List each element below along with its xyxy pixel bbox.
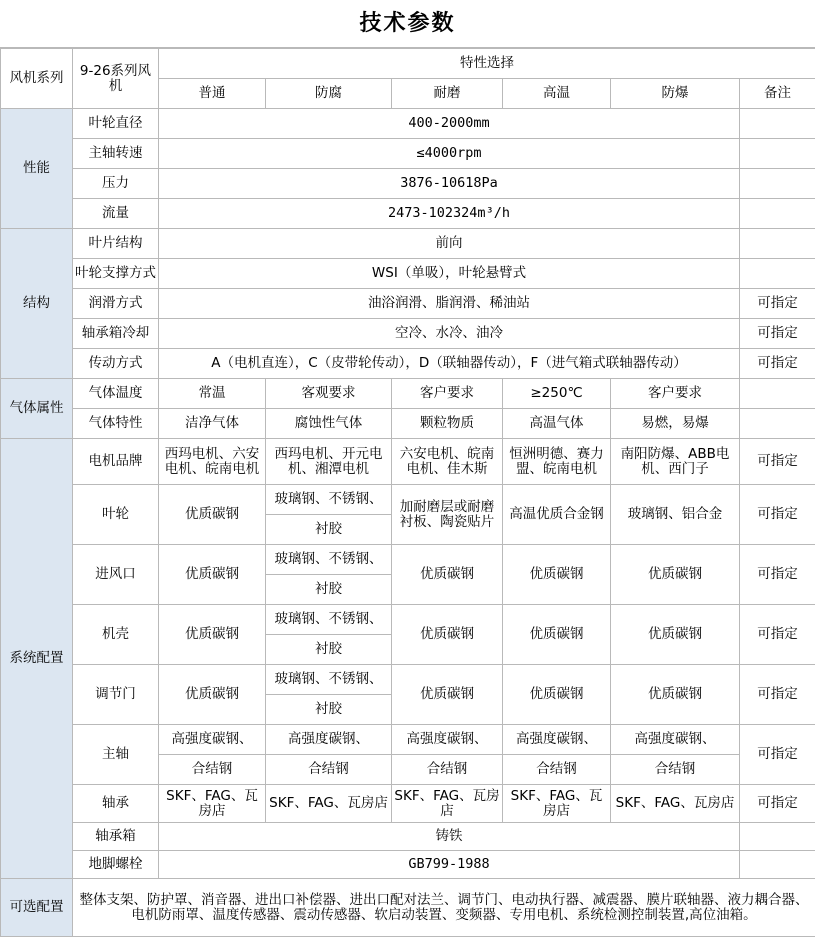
remark-cell <box>740 109 815 139</box>
cell: 洁净气体 <box>159 409 266 439</box>
row-value: 铸铁 <box>159 823 740 851</box>
cell: 恒洲明德、赛力盟、皖南电机 <box>503 439 611 485</box>
cell: 优质碳钢 <box>159 545 266 605</box>
row-label: 地脚螺栓 <box>73 851 159 879</box>
cell: 优质碳钢 <box>392 605 503 665</box>
row-label: 进风口 <box>73 545 159 605</box>
row-label: 叶轮支撑方式 <box>73 259 159 289</box>
row-label: 调节门 <box>73 665 159 725</box>
row-label: 轴承 <box>73 785 159 823</box>
cell: 玻璃钢、不锈钢、 <box>266 485 392 515</box>
cell: SKF、FAG、瓦房店 <box>611 785 740 823</box>
row-label: 机壳 <box>73 605 159 665</box>
cell: 合结钢 <box>503 755 611 785</box>
remark-cell: 可指定 <box>740 545 815 605</box>
cell: 客户要求 <box>611 379 740 409</box>
remark-cell: 可指定 <box>740 319 815 349</box>
cell: 玻璃钢、不锈钢、 <box>266 545 392 575</box>
cell: 优质碳钢 <box>392 665 503 725</box>
cell: 高强度碳钢、 <box>611 725 740 755</box>
row-label: 主轴 <box>73 725 159 785</box>
cell: 玻璃钢、铝合金 <box>611 485 740 545</box>
cell: 腐蚀性气体 <box>266 409 392 439</box>
cell: 高强度碳钢、 <box>392 725 503 755</box>
remark-cell <box>740 199 815 229</box>
type-wear-header: 耐磨 <box>392 79 503 109</box>
row-label: 气体特性 <box>73 409 159 439</box>
remark-cell: 可指定 <box>740 665 815 725</box>
cell: 高温气体 <box>503 409 611 439</box>
cell: 优质碳钢 <box>611 665 740 725</box>
cell: 优质碳钢 <box>503 545 611 605</box>
remark-cell <box>740 379 815 409</box>
row-value: 3876-10618Pa <box>159 169 740 199</box>
remark-cell <box>740 259 815 289</box>
cell: 衬胶 <box>266 635 392 665</box>
row-value: 空冷、水冷、油冷 <box>159 319 740 349</box>
cell: 衬胶 <box>266 575 392 605</box>
cell: 高强度碳钢、 <box>159 725 266 755</box>
remark-cell: 可指定 <box>740 289 815 319</box>
cell: ≥250℃ <box>503 379 611 409</box>
remark-header: 备注 <box>740 79 815 109</box>
row-value: GB799-1988 <box>159 851 740 879</box>
cell: 常温 <box>159 379 266 409</box>
remark-cell <box>740 139 815 169</box>
page-title: 技术参数 <box>0 0 815 48</box>
row-value: 400-2000mm <box>159 109 740 139</box>
cell: 高强度碳钢、 <box>503 725 611 755</box>
cell: 西玛电机、六安电机、皖南电机 <box>159 439 266 485</box>
type-hightemp-header: 高温 <box>503 79 611 109</box>
cell: 衬胶 <box>266 515 392 545</box>
type-explosion-header: 防爆 <box>611 79 740 109</box>
row-value: A（电机直连），C（皮带轮传动），D（联轴器传动），F（进气箱式联轴器传动） <box>159 349 740 379</box>
cell: 优质碳钢 <box>611 605 740 665</box>
spec-table <box>0 48 815 937</box>
cell: 加耐磨层或耐磨衬板、陶瓷贴片 <box>392 485 503 545</box>
cell: 客观要求 <box>266 379 392 409</box>
row-value: 油浴润滑、脂润滑、稀油站 <box>159 289 740 319</box>
cell: 优质碳钢 <box>392 545 503 605</box>
cell: 颗粒物质 <box>392 409 503 439</box>
feature-select-header: 特性选择 <box>159 49 815 79</box>
cell: 合结钢 <box>611 755 740 785</box>
group-performance: 性能 <box>1 109 73 229</box>
row-label: 叶片结构 <box>73 229 159 259</box>
cell: 南阳防爆、ABB电机、西门子 <box>611 439 740 485</box>
cell: 衬胶 <box>266 695 392 725</box>
cell: SKF、FAG、瓦房店 <box>159 785 266 823</box>
cell: 高强度碳钢、 <box>266 725 392 755</box>
series-label: 风机系列 <box>1 49 73 109</box>
remark-cell: 可指定 <box>740 725 815 785</box>
type-normal-header: 普通 <box>159 79 266 109</box>
remark-cell: 可指定 <box>740 439 815 485</box>
cell: 优质碳钢 <box>503 605 611 665</box>
row-label: 传动方式 <box>73 349 159 379</box>
cell: SKF、FAG、瓦房店 <box>266 785 392 823</box>
cell: 玻璃钢、不锈钢、 <box>266 605 392 635</box>
remark-cell <box>740 823 815 851</box>
remark-cell <box>740 169 815 199</box>
cell: 高温优质合金钢 <box>503 485 611 545</box>
remark-cell: 可指定 <box>740 605 815 665</box>
row-label: 流量 <box>73 199 159 229</box>
cell: SKF、FAG、瓦房店 <box>503 785 611 823</box>
row-value: 2473-102324m³/h <box>159 199 740 229</box>
cell: 优质碳钢 <box>503 665 611 725</box>
row-label: 压力 <box>73 169 159 199</box>
cell: 玻璃钢、不锈钢、 <box>266 665 392 695</box>
cell: 客户要求 <box>392 379 503 409</box>
series-value: 9-26系列风机 <box>73 49 159 109</box>
group-gas: 气体属性 <box>1 379 73 439</box>
row-label: 轴承箱冷却 <box>73 319 159 349</box>
row-value: WSI（单吸），叶轮悬臂式 <box>159 259 740 289</box>
remark-cell: 可指定 <box>740 785 815 823</box>
remark-cell <box>740 229 815 259</box>
cell: 六安电机、皖南电机、佳木斯 <box>392 439 503 485</box>
row-value: 前向 <box>159 229 740 259</box>
cell: 合结钢 <box>392 755 503 785</box>
remark-cell <box>740 851 815 879</box>
remark-cell: 可指定 <box>740 485 815 545</box>
row-label: 叶轮直径 <box>73 109 159 139</box>
remark-cell <box>740 409 815 439</box>
type-anticorrosion-header: 防腐 <box>266 79 392 109</box>
row-label: 轴承箱 <box>73 823 159 851</box>
cell: 优质碳钢 <box>159 665 266 725</box>
group-config: 系统配置 <box>1 439 73 879</box>
row-label: 润滑方式 <box>73 289 159 319</box>
cell: 合结钢 <box>159 755 266 785</box>
cell: 优质碳钢 <box>159 485 266 545</box>
remark-cell: 可指定 <box>740 349 815 379</box>
cell: 优质碳钢 <box>159 605 266 665</box>
cell: 西玛电机、开元电机、湘潭电机 <box>266 439 392 485</box>
cell: 优质碳钢 <box>611 545 740 605</box>
row-label: 电机品牌 <box>73 439 159 485</box>
row-label: 主轴转速 <box>73 139 159 169</box>
row-label: 叶轮 <box>73 485 159 545</box>
row-label: 气体温度 <box>73 379 159 409</box>
cell: SKF、FAG、瓦房店 <box>392 785 503 823</box>
cell: 合结钢 <box>266 755 392 785</box>
optional-config-value: 整体支架、防护罩、消音器、进出口补偿器、进出口配对法兰、调节门、电动执行器、减震器、膜片联轴器、液力耦合器、电机防雨罩、温度传感器、震动传感器、软启动装置、变频器、专用电机、系统检测控制装置,高位油箱。 <box>73 879 815 937</box>
cell: 易燃，易爆 <box>611 409 740 439</box>
group-structure: 结构 <box>1 229 73 379</box>
group-optional: 可选配置 <box>1 879 73 937</box>
row-value: ≤4000rpm <box>159 139 740 169</box>
